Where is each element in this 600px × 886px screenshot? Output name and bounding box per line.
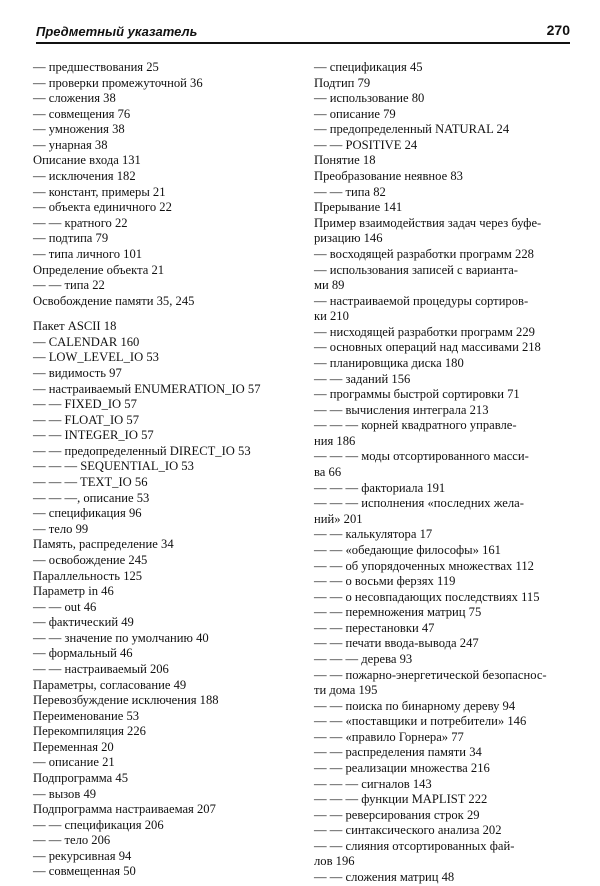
- index-entry: — предшествования 25: [33, 60, 159, 74]
- index-entry: — освобождение 245: [33, 552, 148, 567]
- index-entry: — — настраиваемый 206: [33, 661, 169, 676]
- index-entry: — констант, примеры 21: [33, 184, 166, 199]
- index-entry: — — —, описание 53: [33, 490, 150, 505]
- index-entry: Подпрограмма 45: [33, 771, 129, 786]
- index-entry: — — типа 82: [314, 184, 386, 199]
- index-entry: — тело 99: [33, 521, 89, 536]
- index-entry: — основных операций над массивами 218: [314, 340, 541, 355]
- index-entry: — — — дерева 93: [314, 651, 413, 666]
- index-entry: — настраиваемой процедуры сортиров-: [314, 293, 529, 308]
- index-entry: — умножения 38: [33, 122, 125, 137]
- index-entry: ния 186: [314, 433, 356, 448]
- index-entry: — совмещения 76: [33, 106, 131, 121]
- index-entry: — — INTEGER_IO 57: [33, 428, 154, 443]
- index-entry: — — — SEQUENTIAL_IO 53: [33, 459, 194, 474]
- index-entry: Параметр in 46: [33, 584, 114, 599]
- index-entry: — восходящей разработки программ 228: [314, 246, 534, 261]
- index-entry: — — FLOAT_IO 57: [33, 412, 139, 427]
- index-entry: — предопределенный NATURAL 24: [314, 122, 510, 137]
- index-entry: — — синтаксического анализа 202: [314, 823, 502, 838]
- index-entry: ки 210: [314, 309, 349, 324]
- index-entry: ва 66: [314, 465, 342, 480]
- index-entry: — — кратного 22: [33, 215, 128, 230]
- index-entry: — — сложения матриц 48: [314, 870, 455, 885]
- index-entry: — типа личного 101: [33, 246, 143, 261]
- index-entry: — объекта единичного 22: [33, 200, 172, 215]
- index-entry: — — тело 206: [33, 833, 111, 848]
- index-entry: Понятие 18: [314, 153, 376, 168]
- index-entry: — — — корней квадратного управле-: [314, 418, 517, 433]
- index-entry: — — о несовпадающих последствиях 115: [314, 589, 540, 604]
- index-entry: — — POSITIVE 24: [314, 137, 418, 152]
- index-entry: — — калькулятора 17: [314, 527, 433, 542]
- index-entry: — LOW_LEVEL_IO 53: [33, 350, 159, 365]
- index-entry: — — слияния отсортированных фай-: [314, 838, 515, 853]
- index-entry: — — «правило Горнера» 77: [314, 729, 464, 744]
- index-entry: — проверки промежуточной 36: [33, 75, 203, 90]
- index-column-left: [33, 60, 293, 880]
- index-entry: — — реверсирования строк 29: [314, 807, 480, 822]
- index-entry: Подпрограмма настраиваемая 207: [33, 802, 216, 817]
- index-entry: — фактический 49: [33, 615, 134, 630]
- index-entry: лов 196: [314, 854, 355, 869]
- index-entry: — использования записей с варианта-: [314, 262, 518, 277]
- index-entry: — подтипа 79: [33, 231, 109, 246]
- index-entry: — спецификация 96: [33, 506, 142, 521]
- index-entry: — планировщика диска 180: [314, 355, 464, 370]
- index-entry: — — пожарно-энергетической безопаснос-: [314, 667, 547, 682]
- index-entry: — описание 21: [33, 755, 115, 770]
- index-entry: Переименование 53: [33, 708, 140, 723]
- page-number: 270: [546, 22, 570, 38]
- index-entry: — настраиваемый ENUMERATION_IO 57: [33, 381, 261, 396]
- index-entry: — — спецификация 206: [33, 817, 164, 832]
- index-entry: — — — исполнения «последних жела-: [314, 496, 524, 511]
- index-entry: Перевозбуждение исключения 188: [33, 693, 219, 708]
- index-entry: Пример взаимодействия задач через буфе-: [314, 215, 542, 230]
- index-entry: — нисходящей разработки программ 229: [314, 324, 535, 339]
- index-entry: ти дома 195: [314, 683, 378, 698]
- index-entry: — — — TEXT_IO 56: [33, 475, 148, 490]
- index-entry: ми 89: [314, 278, 345, 293]
- index-entry: — — поиска по бинарному дереву 94: [314, 698, 516, 713]
- index-entry: — CALENDAR 160: [33, 334, 140, 349]
- index-entry: — формальный 46: [33, 646, 133, 661]
- header-rule: [36, 42, 570, 44]
- index-entry: — программы быстрой сортировки 71: [314, 387, 520, 402]
- index-entry: — — «обедающие философы» 161: [314, 542, 501, 557]
- index-entry: — — распределения памяти 34: [314, 745, 482, 760]
- running-header: [36, 22, 570, 44]
- index-entry: — — предопределенный DIRECT_IO 53: [33, 443, 251, 458]
- index-entry: — — — моды отсортированного масси-: [314, 449, 529, 464]
- index-entry: — — «поставщики и потребители» 146: [314, 714, 527, 729]
- index-entry: — — типа 22: [33, 278, 105, 293]
- index-entry: Переменная 20: [33, 739, 114, 754]
- index-entry: — — out 46: [33, 599, 97, 614]
- index-entry: — — — факториала 191: [314, 480, 446, 495]
- index-entry: — — перемножения матриц 75: [314, 605, 482, 620]
- index-entry: Пакет ASCII 18: [33, 319, 117, 334]
- index-entry: — унарная 38: [33, 137, 108, 152]
- index-entry: Прерывание 141: [314, 200, 403, 215]
- index-entry: — исключения 182: [33, 169, 136, 184]
- index-column-right: [314, 60, 576, 886]
- index-entry: — — реализации множества 216: [314, 761, 490, 776]
- index-entry: — — — функции MAPLIST 222: [314, 792, 488, 807]
- index-entry: — видимость 97: [33, 365, 122, 380]
- index-entry: Память, распределение 34: [33, 537, 174, 552]
- index-entry: — — перестановки 47: [314, 620, 435, 635]
- index-entry: Описание входа 131: [33, 153, 141, 168]
- index-entry: Параллельность 125: [33, 568, 143, 583]
- index-entry: — — значение по умолчанию 40: [33, 630, 209, 645]
- index-entry: Параметры, согласование 49: [33, 677, 187, 692]
- header-title: Предметный указатель: [36, 24, 198, 39]
- index-entry: — спецификация 45: [314, 60, 423, 74]
- index-entry: — — — сигналов 143: [314, 776, 432, 791]
- index-entry: Перекомпиляция 226: [33, 724, 146, 739]
- index-entry: — — печати ввода-вывода 247: [314, 636, 479, 651]
- index-entry: — — вычисления интеграла 213: [314, 402, 489, 417]
- index-entry: — — о восьми ферзях 119: [314, 574, 456, 589]
- index-entry: ний» 201: [314, 511, 363, 526]
- index-entry: ризацию 146: [314, 231, 383, 246]
- index-entry: — сложения 38: [33, 91, 116, 106]
- index-entry: — совмещенная 50: [33, 864, 136, 879]
- index-entry: Преобразование неявное 83: [314, 169, 463, 184]
- index-entry: — вызов 49: [33, 786, 97, 801]
- index-entry: — — заданий 156: [314, 371, 411, 386]
- index-entry: — использование 80: [314, 91, 425, 106]
- index-entry: Подтип 79: [314, 75, 371, 90]
- index-entry: Определение объекта 21: [33, 262, 165, 277]
- index-entry: Освобождение памяти 35, 245: [33, 293, 195, 308]
- index-entry: — описание 79: [314, 106, 396, 121]
- index-entry: — — об упорядоченных множествах 112: [314, 558, 534, 573]
- index-entry: — рекурсивная 94: [33, 848, 132, 863]
- index-entry: — — FIXED_IO 57: [33, 397, 137, 412]
